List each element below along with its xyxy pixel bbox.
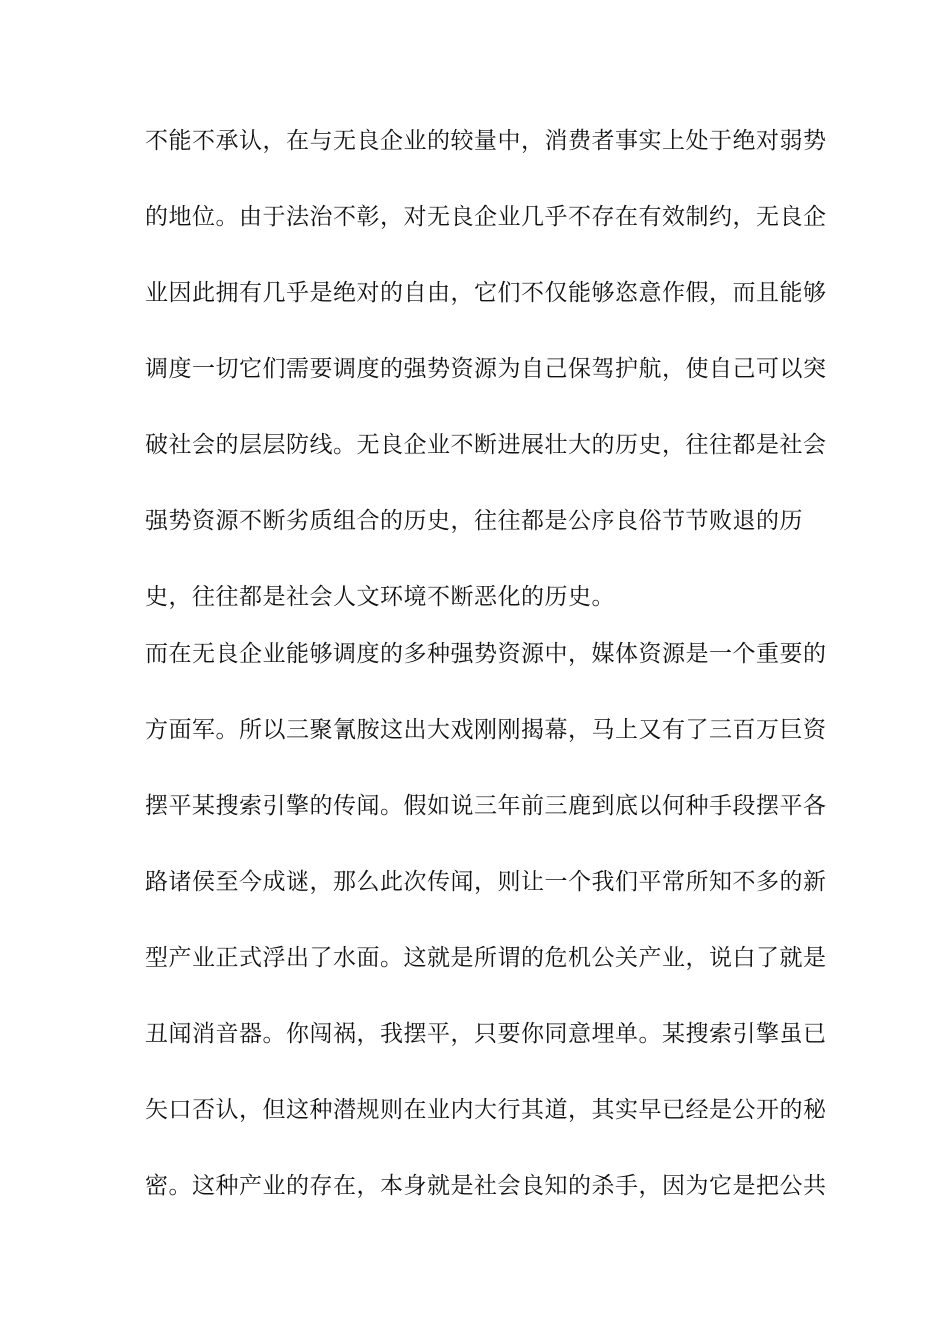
paragraph-2-line-7: 矢口否认，但这种潜规则在业内大行其道，其实早已经是公开的秘 [145, 1097, 827, 1123]
paragraph-2-line-2: 方面军。所以三聚氰胺这出大戏刚刚揭幕，马上又有了三百万巨资 [145, 717, 827, 743]
paragraph-2-line-5: 型产业正式浮出了水面。这就是所谓的危机公关产业，说白了就是 [145, 945, 827, 971]
paragraph-2-line-1: 而在无良企业能够调度的多种强势资源中，媒体资源是一个重要的 [145, 641, 827, 667]
paragraph-1-line-1: 不能不承认，在与无良企业的较量中，消费者事实上处于绝对弱势 [145, 128, 827, 154]
paragraph-2-line-3: 摆平某搜索引擎的传闻。假如说三年前三鹿到底以何种手段摆平各 [145, 793, 827, 819]
paragraph-1-line-4: 调度一切它们需要调度的强势资源为自己保驾护航，使自己可以突 [145, 356, 827, 382]
paragraph-1-line-3: 业因此拥有几乎是绝对的自由，它们不仅能够恣意作假，而且能够 [145, 280, 827, 306]
document-body [145, 123, 827, 1205]
paragraph-1-line-6: 强势资源不断劣质组合的历史，往往都是公序良俗节节败退的历 [145, 508, 803, 534]
paragraph-1-line-2: 的地位。由于法治不彰，对无良企业几乎不存在有效制约，无良企 [145, 204, 827, 230]
paragraph-2-line-4: 路诸侯至今成谜，那么此次传闻，则让一个我们平常所知不多的新 [145, 869, 827, 895]
paragraph-2-line-8: 密。这种产业的存在，本身就是社会良知的杀手，因为它是把公共 [145, 1173, 827, 1199]
paragraph-1-line-7: 史，往往都是社会人文环境不断恶化的历史。 [145, 584, 615, 610]
paragraph-2-line-6: 丑闻消音器。你闯祸，我摆平，只要你同意埋单。某搜索引擎虽已 [145, 1021, 827, 1047]
paragraph-1-line-5: 破社会的层层防线。无良企业不断进展壮大的历史，往往都是社会 [145, 432, 827, 458]
